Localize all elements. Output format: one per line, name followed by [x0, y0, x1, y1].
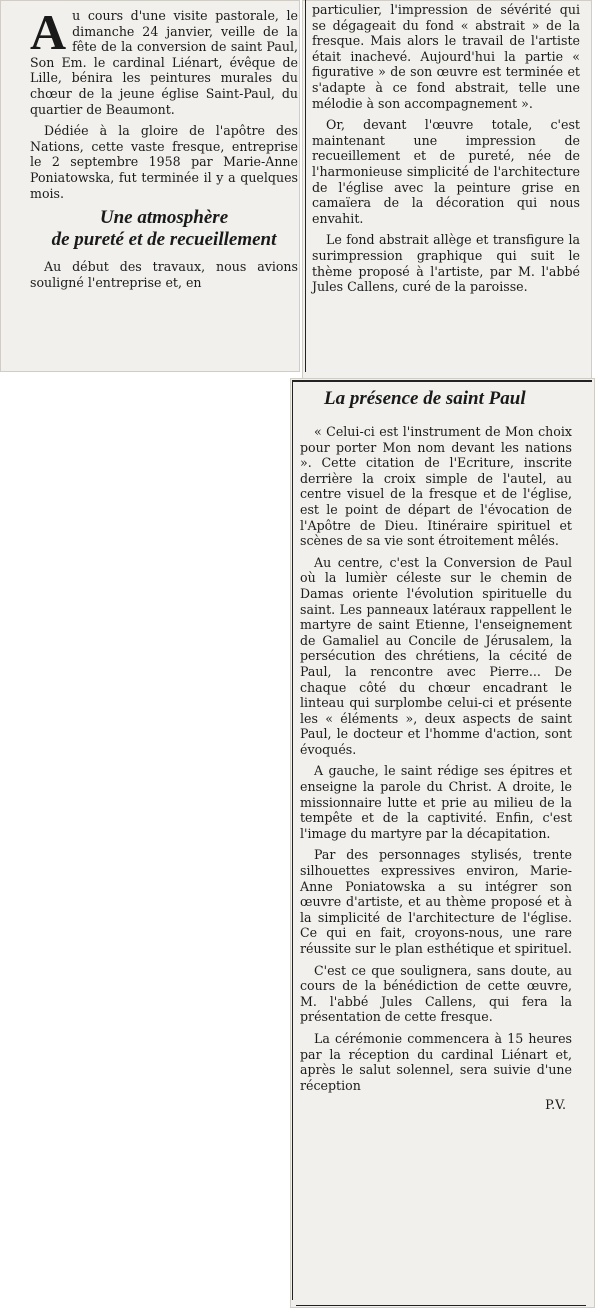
drop-cap: A: [30, 4, 67, 60]
paragraph: Par des personnages stylisés, trente silhouettes expressives environ, Marie-Anne Poniatowska a su intégrer son œuvre d'artiste, et au thème proposé et à la simplicité de l'architecture de l'église. Ce qui en fait, croyons-nous, une rare réussite sur le plan esthétique et spirituel.: [300, 847, 572, 956]
subheading: Une atmosphère de pureté et de recueillement: [51, 207, 277, 251]
paragraph: Or, devant l'œuvre totale, c'est maintenant une impression de recueillement et de pureté, née de l'harmonieuse simplicité de l'architecture de l'église avec la peinture grise en camaïera de la décoration qui nous envahit.: [312, 117, 580, 226]
paragraph: particulier, l'impression de sévérité qui se dégageait du fond « abstrait » de la fresque. Mais alors le travail de l'artiste était inachevé. Aujourd'hui la partie « figurative » de son œuvre est terminée et s'adapte à ce fond abstrait, telle une mélodie à son accompagnement ».: [312, 2, 580, 111]
paragraph: Le fond abstrait allège et transfigure la surimpression graphique qui suit le thème proposé à l'artiste, par M. l'abbé Jules Callens, curé de la paroisse.: [312, 232, 580, 295]
column-rule-left: [305, 0, 306, 372]
signature: P.V.: [545, 1097, 566, 1113]
column-rule-bottom: [296, 1305, 586, 1306]
section-heading: La présence de saint Paul: [324, 388, 526, 409]
paragraph: La cérémonie commencera à 15 heures par la réception du cardinal Liénart et, après le salut solennel, sera suivie d'une réception: [300, 1030, 572, 1093]
paragraph: C'est ce que soulignera, sans doute, au cours de la bénédiction de cette œuvre, M. l'abbé Jules Callens, qui fera la présentation de cette fresque.: [300, 962, 572, 1025]
paragraph: Au début des travaux, nous avions souligné l'entreprise et, en: [30, 259, 298, 290]
paragraph: Dédiée à la gloire de l'apôtre des Nations, cette vaste fresque, entreprise le 2 septembre 1958 par Marie-Anne Poniatowska, fut terminée il y a quelques mois.: [30, 123, 298, 201]
paragraph: Au centre, c'est la Conversion de Paul où la lumièr céleste sur le chemin de Damas oriente l'évolution spirituelle du saint. Les panneaux latéraux rappellent le martyre de saint Etienne, l'enseignement de Gamaliel au Concile de Jérusalem, la persécution des chrétiens, la cécité de Paul, la rencontre avec Pierre... De chaque côté du chœur encadrant le linteau qui surplombe celui-ci et présente les « éléments », deux aspects de saint Paul, le docteur et l'homme d'action, sont évoqués.: [300, 554, 572, 757]
paragraph: « Celui-ci est l'instrument de Mon choix pour porter Mon nom devant les nations ». Cette citation de l'Ecriture, inscrite derrière la croix simple de l'autel, au centre visuel de la fresque et de l'église, est le point de départ de l'évocation de l'Apôtre de Dieu. Itinéraire spirituel et scènes de sa vie sont étroitement mêlés.: [300, 424, 572, 549]
article-column-1: [30, 4, 298, 296]
column-rule-main: [292, 380, 293, 1300]
lead-paragraph: Au cours d'une visite pastorale, le dimanche 24 janvier, veille de la fête de la conversion de saint Paul, Son Em. le cardinal Liénart, évêque de Lille, bénira les peintures murales du chœur de la jeune église Saint-Paul, du quartier de Beaumont.: [30, 4, 298, 117]
column-rule-heading-top: [292, 380, 592, 382]
article-column-3: [300, 388, 572, 1113]
paragraph: A gauche, le saint rédige ses épitres et enseigne la parole du Christ. A droite, le missionnaire lutte et prie au milieu de la tempête et de la captivité. Enfin, c'est l'image du martyre par la décapitation.: [300, 763, 572, 841]
article-column-2: [312, 2, 580, 301]
